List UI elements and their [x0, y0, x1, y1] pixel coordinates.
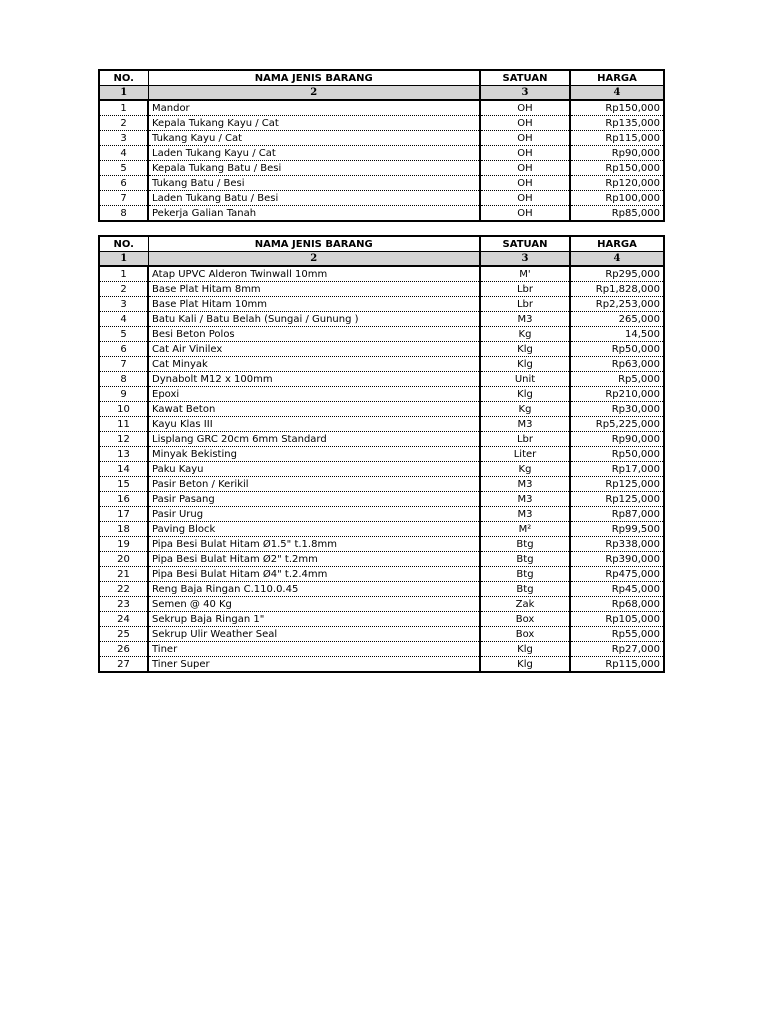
- table-row: [99, 462, 664, 477]
- column-index-3: 3: [480, 252, 570, 267]
- labor-table-body: [99, 100, 664, 221]
- table-row: [99, 477, 664, 492]
- table-row: [99, 417, 664, 432]
- item-price: Rp50,000: [570, 447, 664, 462]
- item-name: Kepala Tukang Batu / Besi: [148, 161, 480, 176]
- item-price: Rp30,000: [570, 402, 664, 417]
- item-price: Rp115,000: [570, 657, 664, 673]
- item-name: Dynabolt M12 x 100mm: [148, 372, 480, 387]
- table-row: [99, 176, 664, 191]
- row-number: 22: [99, 582, 148, 597]
- item-price: 265,000: [570, 312, 664, 327]
- header-row: [99, 70, 664, 86]
- column-index-3: 3: [480, 86, 570, 101]
- row-number: 15: [99, 477, 148, 492]
- item-name: Pipa Besi Bulat Hitam Ø1.5" t.1.8mm: [148, 537, 480, 552]
- item-name: Pekerja Galian Tanah: [148, 206, 480, 222]
- item-name: Semen @ 40 Kg: [148, 597, 480, 612]
- item-price: Rp68,000: [570, 597, 664, 612]
- item-unit: OH: [480, 146, 570, 161]
- item-name: Cat Air Vinilex: [148, 342, 480, 357]
- item-unit: OH: [480, 100, 570, 116]
- table-row: [99, 357, 664, 372]
- row-number: 26: [99, 642, 148, 657]
- header-unit: SATUAN: [480, 236, 570, 252]
- item-name: Kawat Beton: [148, 402, 480, 417]
- header-name: NAMA JENIS BARANG: [148, 236, 480, 252]
- table-row: [99, 627, 664, 642]
- item-price: Rp475,000: [570, 567, 664, 582]
- row-number: 24: [99, 612, 148, 627]
- row-number: 5: [99, 161, 148, 176]
- item-unit: Box: [480, 627, 570, 642]
- table-row: [99, 191, 664, 206]
- row-number: 2: [99, 282, 148, 297]
- row-number: 21: [99, 567, 148, 582]
- table-row: [99, 582, 664, 597]
- table-row: [99, 447, 664, 462]
- item-price: Rp150,000: [570, 161, 664, 176]
- item-unit: Klg: [480, 642, 570, 657]
- item-price: Rp99,500: [570, 522, 664, 537]
- table-row: [99, 507, 664, 522]
- header-no: NO.: [99, 70, 148, 86]
- item-unit: M3: [480, 312, 570, 327]
- table-row: [99, 387, 664, 402]
- table-row: [99, 567, 664, 582]
- item-name: Minyak Bekisting: [148, 447, 480, 462]
- item-price: Rp125,000: [570, 492, 664, 507]
- table-row: [99, 282, 664, 297]
- item-unit: Klg: [480, 342, 570, 357]
- item-name: Lisplang GRC 20cm 6mm Standard: [148, 432, 480, 447]
- item-name: Reng Baja Ringan C.110.0.45: [148, 582, 480, 597]
- row-number: 8: [99, 372, 148, 387]
- row-number: 4: [99, 146, 148, 161]
- row-number: 18: [99, 522, 148, 537]
- item-price: Rp17,000: [570, 462, 664, 477]
- column-index-row: [99, 252, 664, 267]
- table-row: [99, 642, 664, 657]
- row-number: 25: [99, 627, 148, 642]
- item-price: Rp85,000: [570, 206, 664, 222]
- item-unit: Kg: [480, 327, 570, 342]
- item-price: Rp50,000: [570, 342, 664, 357]
- item-unit: Btg: [480, 567, 570, 582]
- header-price: HARGA: [570, 236, 664, 252]
- item-unit: Lbr: [480, 297, 570, 312]
- row-number: 13: [99, 447, 148, 462]
- item-price: Rp120,000: [570, 176, 664, 191]
- item-price: Rp2,253,000: [570, 297, 664, 312]
- item-price: Rp90,000: [570, 146, 664, 161]
- table-row: [99, 597, 664, 612]
- material-table-body: [99, 266, 664, 672]
- row-number: 27: [99, 657, 148, 673]
- row-number: 6: [99, 342, 148, 357]
- row-number: 23: [99, 597, 148, 612]
- item-price: Rp5,225,000: [570, 417, 664, 432]
- item-price: Rp150,000: [570, 100, 664, 116]
- item-price: Rp125,000: [570, 477, 664, 492]
- item-unit: Btg: [480, 552, 570, 567]
- item-price: 14,500: [570, 327, 664, 342]
- item-price: Rp115,000: [570, 131, 664, 146]
- table-row: [99, 522, 664, 537]
- header-no: NO.: [99, 236, 148, 252]
- table-row: [99, 432, 664, 447]
- item-name: Laden Tukang Batu / Besi: [148, 191, 480, 206]
- row-number: 16: [99, 492, 148, 507]
- item-unit: Lbr: [480, 432, 570, 447]
- table-row: [99, 372, 664, 387]
- item-unit: M²: [480, 522, 570, 537]
- table-row: [99, 161, 664, 176]
- item-name: Atap UPVC Alderon Twinwall 10mm: [148, 266, 480, 282]
- row-number: 14: [99, 462, 148, 477]
- item-name: Pasir Urug: [148, 507, 480, 522]
- item-name: Tiner: [148, 642, 480, 657]
- item-name: Base Plat Hitam 10mm: [148, 297, 480, 312]
- item-name: Tukang Batu / Besi: [148, 176, 480, 191]
- item-unit: Liter: [480, 447, 570, 462]
- row-number: 4: [99, 312, 148, 327]
- row-number: 5: [99, 327, 148, 342]
- row-number: 12: [99, 432, 148, 447]
- table-row: [99, 657, 664, 673]
- table-row: [99, 492, 664, 507]
- item-unit: Kg: [480, 402, 570, 417]
- table-row: [99, 146, 664, 161]
- table-row: [99, 312, 664, 327]
- table-row: [99, 297, 664, 312]
- item-unit: Klg: [480, 357, 570, 372]
- item-unit: Box: [480, 612, 570, 627]
- item-price: Rp90,000: [570, 432, 664, 447]
- row-number: 20: [99, 552, 148, 567]
- item-unit: M3: [480, 477, 570, 492]
- item-unit: M3: [480, 507, 570, 522]
- item-price: Rp5,000: [570, 372, 664, 387]
- table-row: [99, 402, 664, 417]
- column-index-row: [99, 86, 664, 101]
- row-number: 19: [99, 537, 148, 552]
- item-name: Base Plat Hitam 8mm: [148, 282, 480, 297]
- table-row: [99, 612, 664, 627]
- row-number: 17: [99, 507, 148, 522]
- item-name: Pasir Beton / Kerikil: [148, 477, 480, 492]
- table-row: [99, 131, 664, 146]
- item-name: Tiner Super: [148, 657, 480, 673]
- item-price: Rp87,000: [570, 507, 664, 522]
- row-number: 10: [99, 402, 148, 417]
- row-number: 3: [99, 297, 148, 312]
- table-row: [99, 100, 664, 116]
- header-row: [99, 236, 664, 252]
- item-unit: Klg: [480, 387, 570, 402]
- row-number: 1: [99, 266, 148, 282]
- item-name: Pasir Pasang: [148, 492, 480, 507]
- item-name: Paku Kayu: [148, 462, 480, 477]
- item-price: Rp390,000: [570, 552, 664, 567]
- item-unit: M3: [480, 492, 570, 507]
- header-name: NAMA JENIS BARANG: [148, 70, 480, 86]
- item-unit: OH: [480, 131, 570, 146]
- item-name: Epoxi: [148, 387, 480, 402]
- item-price: Rp135,000: [570, 116, 664, 131]
- item-unit: Lbr: [480, 282, 570, 297]
- table-row: [99, 266, 664, 282]
- row-number: 7: [99, 191, 148, 206]
- table-row: [99, 116, 664, 131]
- item-name: Kepala Tukang Kayu / Cat: [148, 116, 480, 131]
- item-price: Rp210,000: [570, 387, 664, 402]
- item-unit: M3: [480, 417, 570, 432]
- item-unit: Btg: [480, 582, 570, 597]
- item-price: Rp105,000: [570, 612, 664, 627]
- item-price: Rp63,000: [570, 357, 664, 372]
- header-price: HARGA: [570, 70, 664, 86]
- item-unit: OH: [480, 206, 570, 222]
- item-unit: Zak: [480, 597, 570, 612]
- item-price: Rp55,000: [570, 627, 664, 642]
- table-row: [99, 552, 664, 567]
- item-name: Batu Kali / Batu Belah (Sungai / Gunung ): [148, 312, 480, 327]
- item-price: Rp45,000: [570, 582, 664, 597]
- column-index-2: 2: [148, 252, 480, 267]
- item-price: Rp27,000: [570, 642, 664, 657]
- item-name: Besi Beton Polos: [148, 327, 480, 342]
- item-unit: OH: [480, 176, 570, 191]
- column-index-2: 2: [148, 86, 480, 101]
- item-price: Rp338,000: [570, 537, 664, 552]
- item-name: Cat Minyak: [148, 357, 480, 372]
- item-unit: Klg: [480, 657, 570, 673]
- item-price: Rp1,828,000: [570, 282, 664, 297]
- item-name: Mandor: [148, 100, 480, 116]
- table-row: [99, 342, 664, 357]
- item-name: Laden Tukang Kayu / Cat: [148, 146, 480, 161]
- item-name: Pipa Besi Bulat Hitam Ø2" t.2mm: [148, 552, 480, 567]
- item-unit: OH: [480, 161, 570, 176]
- item-unit: OH: [480, 116, 570, 131]
- item-unit: Unit: [480, 372, 570, 387]
- table-row: [99, 327, 664, 342]
- row-number: 6: [99, 176, 148, 191]
- item-unit: Kg: [480, 462, 570, 477]
- column-index-1: 1: [99, 86, 148, 101]
- item-name: Sekrup Baja Ringan 1": [148, 612, 480, 627]
- item-name: Paving Block: [148, 522, 480, 537]
- table-row: [99, 206, 664, 222]
- item-price: Rp100,000: [570, 191, 664, 206]
- item-unit: Btg: [480, 537, 570, 552]
- material-price-table: [98, 235, 665, 673]
- item-name: Tukang Kayu / Cat: [148, 131, 480, 146]
- item-price: Rp295,000: [570, 266, 664, 282]
- row-number: 9: [99, 387, 148, 402]
- item-name: Sekrup Ulir Weather Seal: [148, 627, 480, 642]
- item-unit: OH: [480, 191, 570, 206]
- item-name: Pipa Besi Bulat Hitam Ø4" t.2.4mm: [148, 567, 480, 582]
- row-number: 3: [99, 131, 148, 146]
- row-number: 7: [99, 357, 148, 372]
- item-name: Kayu Klas III: [148, 417, 480, 432]
- labor-price-table: [98, 69, 665, 222]
- column-index-1: 1: [99, 252, 148, 267]
- table-row: [99, 537, 664, 552]
- item-unit: M': [480, 266, 570, 282]
- row-number: 8: [99, 206, 148, 222]
- header-unit: SATUAN: [480, 70, 570, 86]
- row-number: 11: [99, 417, 148, 432]
- row-number: 1: [99, 100, 148, 116]
- column-index-4: 4: [570, 86, 664, 101]
- row-number: 2: [99, 116, 148, 131]
- column-index-4: 4: [570, 252, 664, 267]
